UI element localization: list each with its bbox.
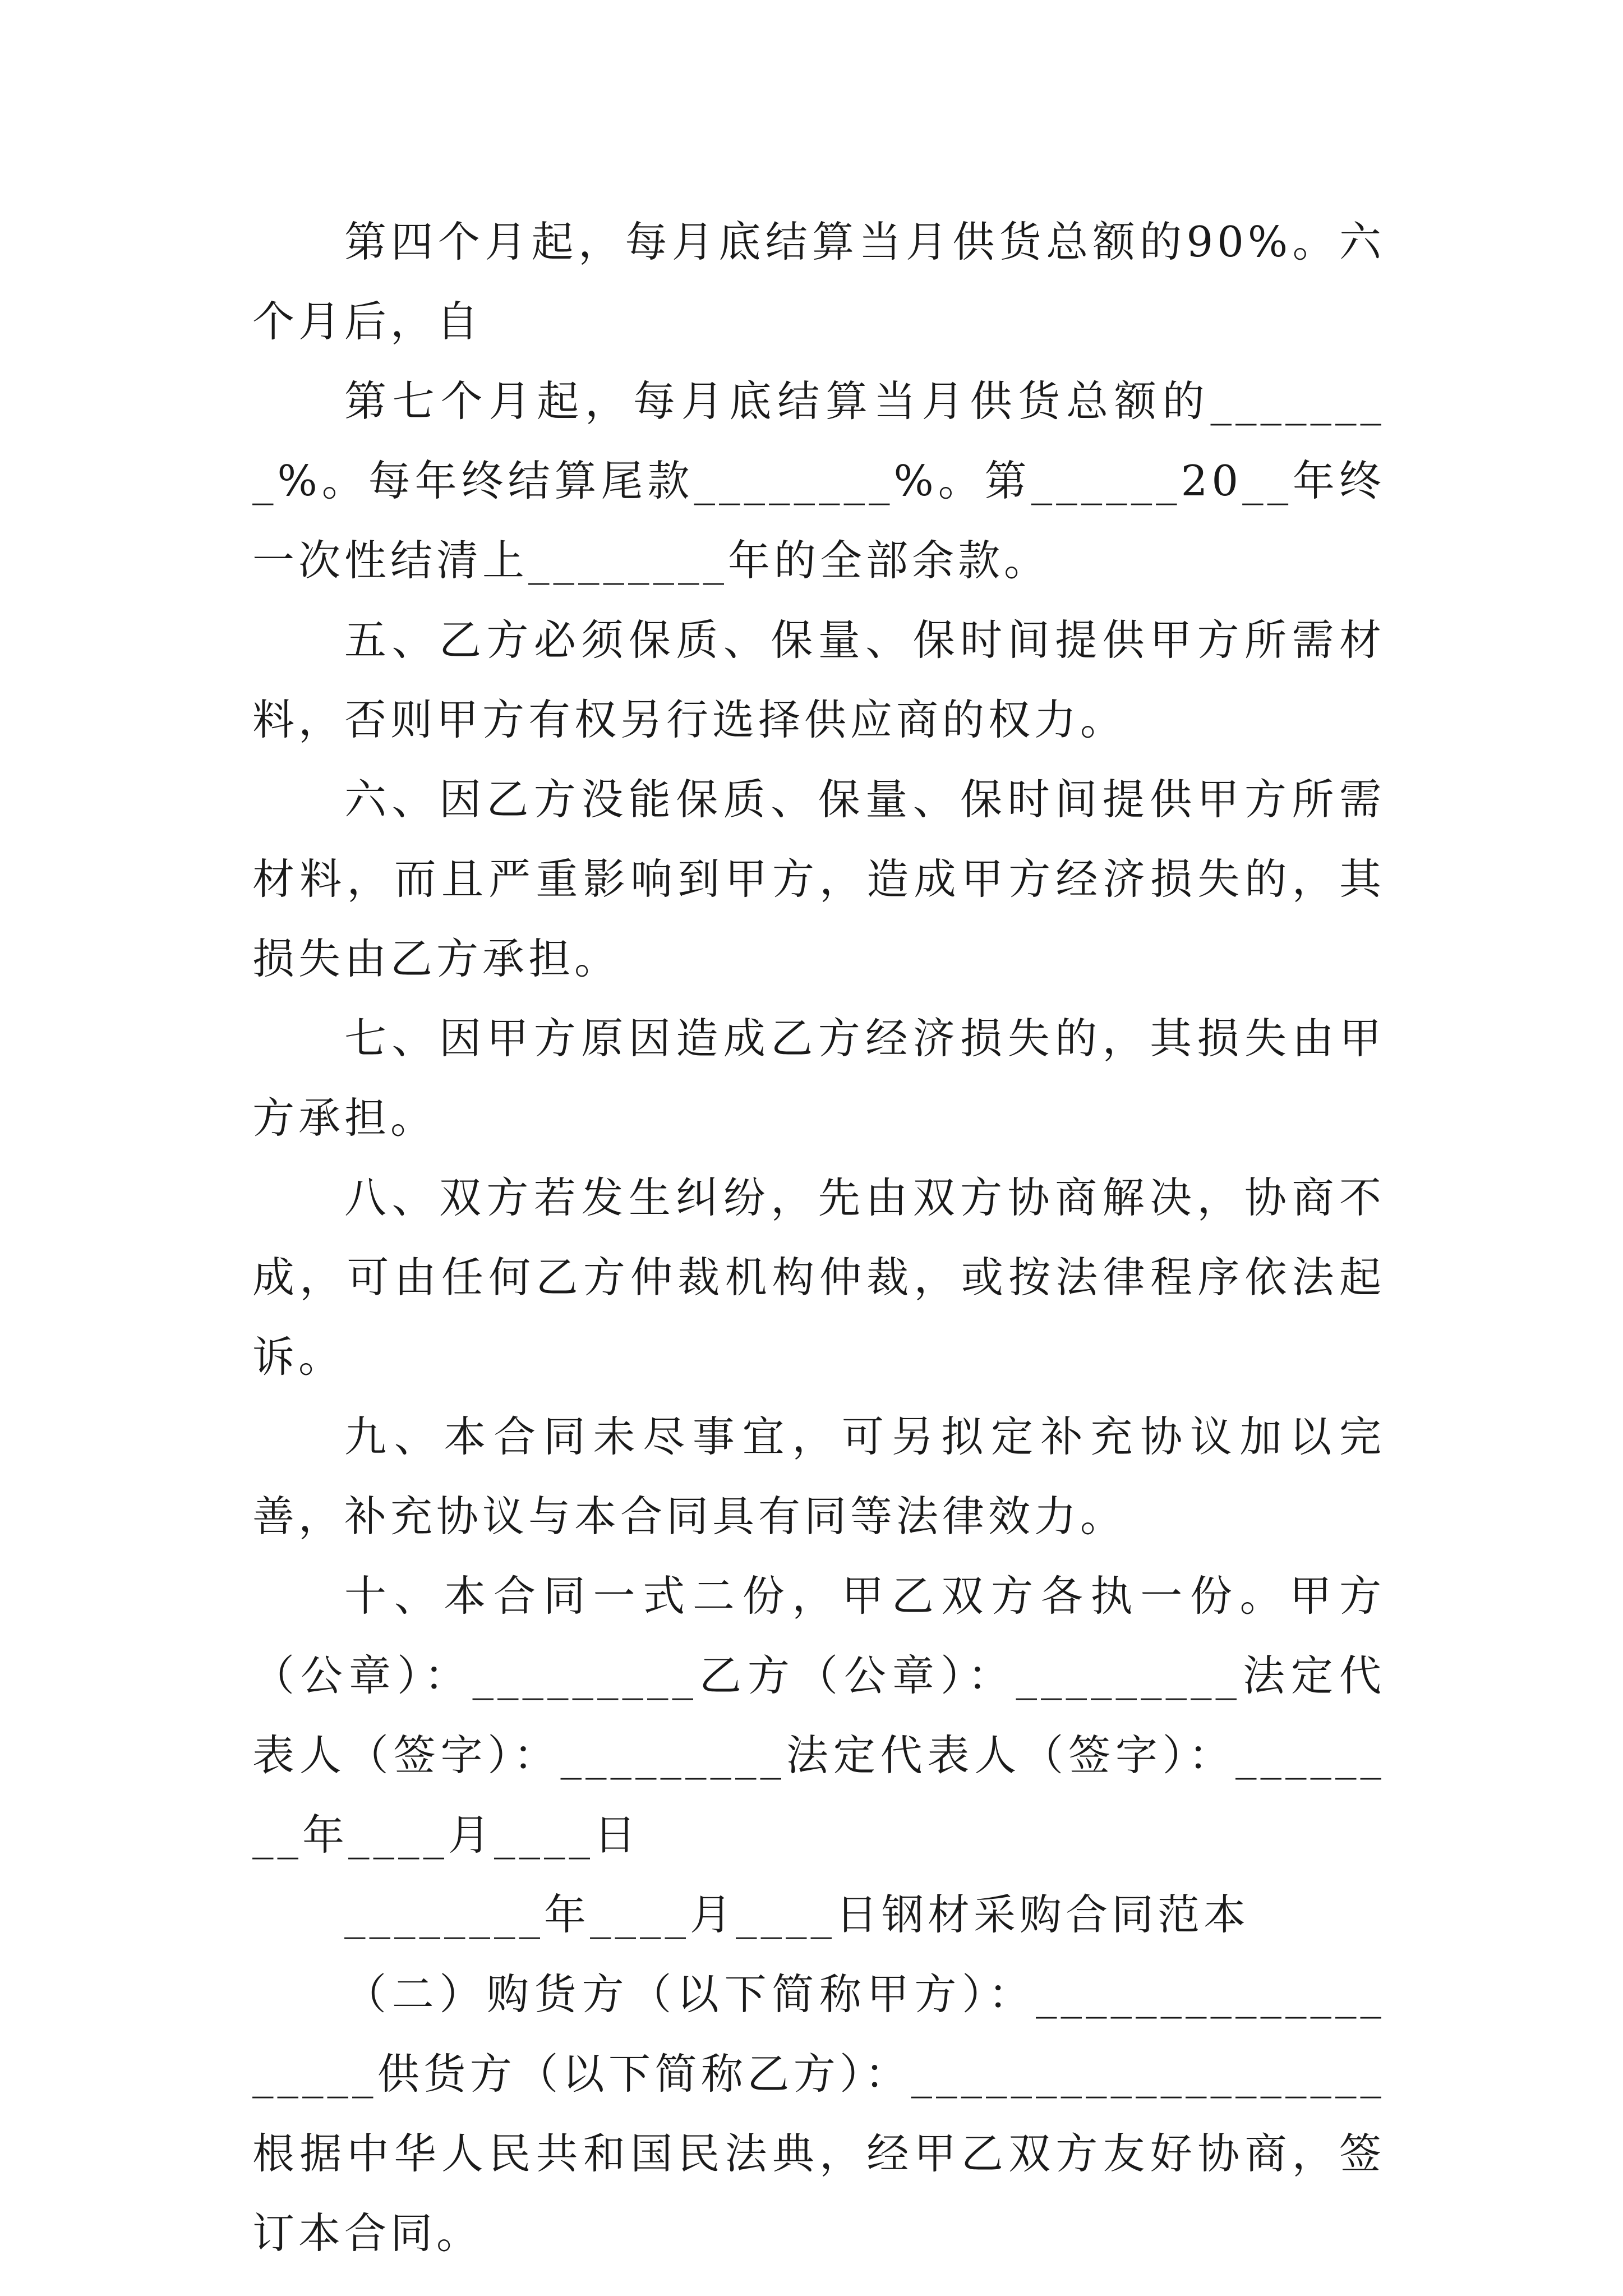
clause-five: 五、乙方必须保质、保量、保时间提供甲方所需材料，否则甲方有权另行选择供应商的权力。 bbox=[252, 615, 1385, 744]
clause-eight: 八、双方若发生纠纷，先由双方协商解决，协商不成，可由任何乙方仲裁机构仲裁，或按法律程序依法起诉。 bbox=[252, 1173, 1385, 1382]
paragraph-payment-month-four: 第四个月起，每月底结算当月供货总额的90%。六个月后，自 bbox=[252, 217, 1385, 346]
paragraph-payment-month-seven: 第七个月起，每月底结算当月供货总额的________%。每年终结算尾款________%。第______20__年终一次性结清上________年的全部余款。 bbox=[252, 376, 1385, 585]
clause-six: 六、因乙方没能保质、保量、保时间提供甲方所需材料，而且严重影响到甲方，造成甲方经济损失的，其损失由乙方承担。 bbox=[252, 775, 1385, 983]
document-body bbox=[252, 202, 1385, 2273]
clause-ten-signatures: 十、本合同一式二份，甲乙双方各执一份。甲方（公章）：_________乙方（公章）：_________法定代表人（签字）：_________法定代表人（签字）：________年____月____日 bbox=[252, 1571, 1385, 1860]
clause-nine: 九、本合同未尽事宜，可另拟定补充协议加以完善，补充协议与本合同具有同等法律效力。 bbox=[252, 1412, 1385, 1541]
clause-seven: 七、因甲方原因造成乙方经济损失的，其损失由甲方承担。 bbox=[252, 1014, 1385, 1143]
contract-template-title: ________年____月____日钢材采购合同范本 bbox=[344, 1890, 1250, 1939]
section-two-parties: （二）购货方（以下简称甲方）：___________________供货方（以下简称乙方）：___________________根据中华人民共和国民法典，经甲乙双方友好协商，签订本合同。 bbox=[252, 1970, 1385, 2258]
